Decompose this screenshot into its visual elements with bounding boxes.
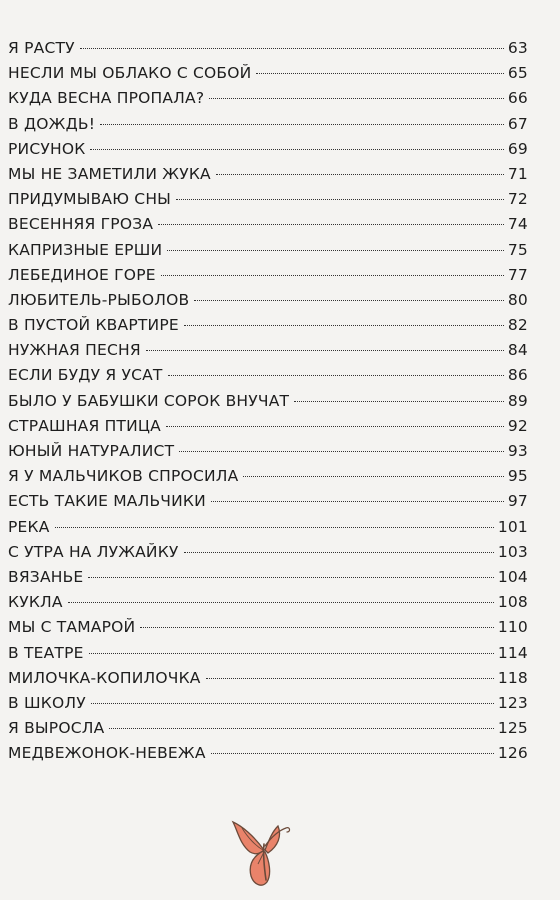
toc-entry <box>8 212 528 237</box>
toc-entry <box>8 61 528 86</box>
toc-entry-page-number: 75 <box>507 240 528 259</box>
toc-entry-title: ЕСЛИ БУДУ Я УСАТ <box>8 366 163 385</box>
toc-entry-page-number: 66 <box>507 89 528 108</box>
toc-entry-title: РЕКА <box>8 517 50 536</box>
toc-entry-page-number: 104 <box>497 567 528 586</box>
toc-entry-title: РИСУНОК <box>8 139 86 158</box>
toc-entry <box>8 36 528 61</box>
toc-entry <box>8 615 528 640</box>
dot-leader <box>243 476 503 477</box>
toc-entry-page-number: 63 <box>507 39 528 57</box>
toc-entry-page-number: 108 <box>497 593 528 612</box>
toc-entry-page-number: 118 <box>497 668 528 687</box>
toc-entry-title: ВЯЗАНЬЕ <box>8 567 84 586</box>
toc-entry-title: ЛЮБИТЕЛЬ-РЫБОЛОВ <box>8 290 190 309</box>
dot-leader <box>146 350 504 351</box>
toc-entry-title: МЫ С ТАМАРОЙ <box>8 618 136 637</box>
toc-entry-page-number: 114 <box>497 643 528 662</box>
dot-leader <box>158 224 504 225</box>
toc-entry <box>8 464 528 489</box>
toc-entry-page-number: 69 <box>507 139 528 158</box>
toc-entry-title: В ДОЖДЬ! <box>8 114 96 133</box>
dot-leader <box>55 527 494 528</box>
toc-entry <box>8 338 528 363</box>
toc-entry-title: БЫЛО У БАБУШКИ СОРОК ВНУЧАТ <box>8 391 290 410</box>
toc-entry-title: С УТРА НА ЛУЖАЙКУ <box>8 542 179 561</box>
toc-entry-title: ЮНЫЙ НАТУРАЛИСТ <box>8 442 175 460</box>
toc-entry-title: КУДА ВЕСНА ПРОПАЛА? <box>8 89 205 108</box>
toc-entry-title: МЕДВЕЖОНОК-НЕВЕЖА <box>8 744 206 763</box>
toc-entry <box>8 741 528 766</box>
dot-leader <box>166 426 504 427</box>
toc-entry-page-number: 92 <box>507 416 528 435</box>
dot-leader <box>216 174 504 175</box>
dot-leader <box>88 577 493 578</box>
toc-entry <box>8 363 528 388</box>
dot-leader <box>256 73 503 74</box>
toc-entry <box>8 288 528 313</box>
butterfly-wing-right <box>265 826 280 853</box>
dot-leader <box>100 124 504 125</box>
toc-entry <box>8 187 528 212</box>
toc-entry-page-number: 89 <box>507 391 528 410</box>
toc-entry-title: В ТЕАТРЕ <box>8 643 84 662</box>
toc-entry-title: В ПУСТОЙ КВАРТИРЕ <box>8 316 179 335</box>
toc-entry-page-number: 82 <box>507 316 528 335</box>
toc-entry-title: ЕСТЬ ТАКИЕ МАЛЬЧИКИ <box>8 492 206 511</box>
toc-entry-page-number: 125 <box>497 719 528 738</box>
dot-leader <box>91 703 494 704</box>
toc-entry <box>8 540 528 565</box>
toc-entry <box>8 590 528 615</box>
toc-entry-title: Я У МАЛЬЧИКОВ СПРОСИЛА <box>8 467 239 486</box>
dot-leader <box>161 275 504 276</box>
toc-entry-title: ПРИДУМЫВАЮ СНЫ <box>8 190 172 209</box>
toc-entry-title: МИЛОЧКА-КОПИЛОЧКА <box>8 668 201 687</box>
toc-entry-page-number: 110 <box>497 618 528 637</box>
toc-entry-page-number: 67 <box>507 114 528 133</box>
toc-entry <box>8 263 528 288</box>
toc-entry <box>8 691 528 716</box>
dot-leader <box>206 678 494 679</box>
toc-entry-page-number: 103 <box>497 542 528 561</box>
dot-leader <box>184 552 494 553</box>
toc-entry <box>8 414 528 439</box>
dot-leader <box>176 199 504 200</box>
toc-entry-page-number: 126 <box>497 744 528 763</box>
toc-entry <box>8 515 528 540</box>
dot-leader <box>109 728 493 729</box>
toc-entry <box>8 489 528 514</box>
toc-entry <box>8 313 528 338</box>
toc-entry-title: МЫ НЕ ЗАМЕТИЛИ ЖУКА <box>8 164 211 183</box>
toc-entry <box>8 716 528 741</box>
toc-entry <box>8 162 528 187</box>
toc-entry <box>8 137 528 162</box>
toc-entry-title: СТРАШНАЯ ПТИЦА <box>8 416 161 435</box>
toc-entry-title: ЛЕБЕДИНОЕ ГОРЕ <box>8 265 156 284</box>
toc-entry <box>8 238 528 263</box>
toc-entry-title: Я ВЫРОСЛА <box>8 719 105 738</box>
toc-entry-title: НЕСЛИ МЫ ОБЛАКО С СОБОЙ <box>8 64 252 83</box>
toc-entry <box>8 565 528 590</box>
toc-entry-page-number: 123 <box>497 693 528 712</box>
butterfly-icon <box>228 806 298 892</box>
dot-leader <box>140 627 493 628</box>
toc-entry-page-number: 65 <box>507 64 528 83</box>
table-of-contents <box>8 36 528 766</box>
toc-entry-title: ВЕСЕННЯЯ ГРОЗА <box>8 215 154 234</box>
dot-leader <box>184 325 504 326</box>
dot-leader <box>68 602 494 603</box>
toc-entry <box>8 641 528 666</box>
toc-entry-page-number: 93 <box>507 442 528 460</box>
toc-entry <box>8 112 528 137</box>
dot-leader <box>194 300 504 301</box>
toc-entry-title: НУЖНАЯ ПЕСНЯ <box>8 341 141 360</box>
toc-entry-page-number: 80 <box>507 290 528 309</box>
dot-leader <box>80 48 504 49</box>
toc-entry-title: КУКЛА <box>8 593 63 612</box>
toc-entry-page-number: 72 <box>507 190 528 209</box>
toc-entry-page-number: 71 <box>507 164 528 183</box>
dot-leader <box>209 98 504 99</box>
toc-entry-page-number: 97 <box>507 492 528 511</box>
toc-entry-page-number: 77 <box>507 265 528 284</box>
toc-entry <box>8 86 528 111</box>
dot-leader <box>167 250 504 251</box>
dot-leader <box>294 401 504 402</box>
toc-entry <box>8 666 528 691</box>
toc-entry-page-number: 101 <box>497 517 528 536</box>
dot-leader <box>90 149 503 150</box>
dot-leader <box>211 753 494 754</box>
toc-entry-page-number: 86 <box>507 366 528 385</box>
dot-leader <box>89 653 494 654</box>
toc-entry-title: КАПРИЗНЫЕ ЕРШИ <box>8 240 163 259</box>
toc-entry <box>8 439 528 464</box>
toc-entry-title: Я РАСТУ <box>8 39 75 57</box>
dot-leader <box>179 451 504 452</box>
toc-entry-title: В ШКОЛУ <box>8 693 86 712</box>
toc-entry <box>8 389 528 414</box>
dot-leader <box>211 501 504 502</box>
toc-entry-page-number: 84 <box>507 341 528 360</box>
toc-entry-page-number: 74 <box>507 215 528 234</box>
dot-leader <box>168 375 504 376</box>
toc-entry-page-number: 95 <box>507 467 528 486</box>
